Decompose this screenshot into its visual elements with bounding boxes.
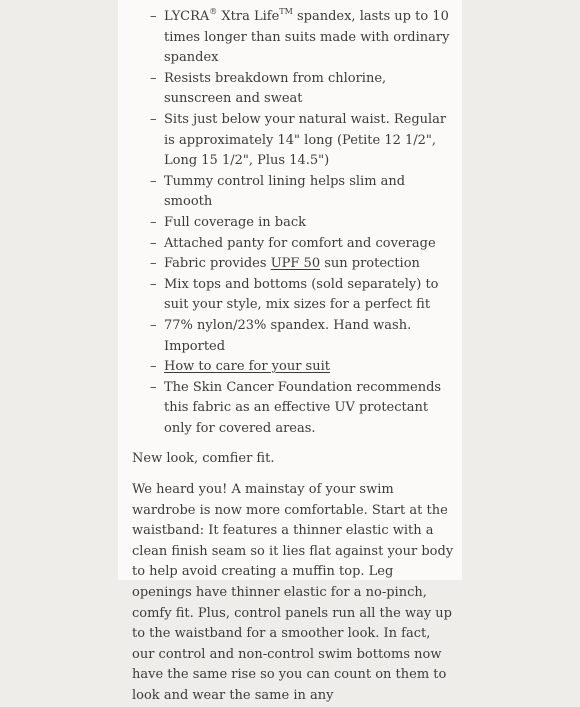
- bullet-dash: –: [150, 317, 157, 333]
- feature-item-coverage: [132, 213, 454, 234]
- feature-item-spandex: [132, 7, 454, 69]
- feature-item-chlorine: [132, 69, 454, 110]
- feature-text: Resists breakdown from chlorine, sunscreen and sweat: [164, 70, 387, 107]
- bullet-dash: –: [150, 276, 157, 292]
- bullet-dash: –: [150, 111, 157, 127]
- bullet-dash: –: [150, 70, 157, 86]
- feature-item-fabric: [132, 316, 454, 357]
- feature-item-mix-match: [132, 275, 454, 316]
- feature-item-skin-cancer: [132, 378, 454, 440]
- feature-text: spandex, lasts up to 10 times longer than suits made with ordinary spandex: [164, 9, 450, 66]
- feature-text: Attached panty for comfort and coverage: [164, 235, 436, 251]
- feature-text: Sits just below your natural waist. Regular is approximately 14" long (Petite 12 1/2", Long 15 1/2", Plus 14.5"): [164, 111, 447, 169]
- bullet-dash: –: [150, 379, 157, 395]
- bullet-dash: –: [150, 173, 157, 189]
- feature-text: Full coverage in back: [164, 214, 306, 230]
- feature-item-care: [132, 357, 454, 378]
- feature-text: Xtra Life: [217, 9, 280, 24]
- bullet-dash: –: [150, 359, 157, 375]
- feature-text: The Skin Cancer Foundation recommends this fabric as an effective UV protectant only for covered areas.: [164, 379, 442, 436]
- feature-text: Tummy control lining helps slim and smooth: [164, 173, 406, 210]
- bullet-dash: –: [150, 214, 157, 230]
- product-description-panel: [118, 0, 462, 703]
- feature-item-fit-length: [132, 110, 454, 172]
- feature-text: Fabric provides: [164, 256, 271, 272]
- feature-text: sun protection: [320, 256, 420, 272]
- registered-mark: ®: [209, 6, 218, 16]
- product-description: [132, 7, 454, 707]
- feature-text: Mix tops and bottoms (sold separately) to suit your style, mix sizes for a perfect fit: [164, 276, 439, 313]
- upf-50-link[interactable]: UPF 50: [270, 256, 321, 272]
- feature-text: LYCRA: [164, 9, 210, 24]
- bullet-dash: –: [150, 9, 157, 24]
- feature-list: [132, 7, 454, 439]
- trademark: TM: [279, 6, 293, 16]
- bullet-dash: –: [150, 235, 157, 251]
- care-instructions-link[interactable]: How to care for your suit: [164, 359, 330, 375]
- section-subheading: New look, comfier fit.: [132, 451, 275, 467]
- feature-item-upf: [132, 254, 454, 275]
- bullet-dash: –: [150, 256, 157, 272]
- description-paragraph: We heard you! A mainstay of your swim wardrobe is now more comfortable. Start at the waistband: It features a thinner elastic with a clean finish seam so it lies flat against your body to help avoid creating a muffin top. Leg openings have thinner elastic for a no-pinch, comfy fit. Plus, control panels run all the way up to the waistband for a smoother look. In fact, our control and non-control swim bottoms now have the same rise so you can count on them to look and wear the same in any: [132, 482, 454, 703]
- feature-text: 77% nylon/23% spandex. Hand wash. Imported: [164, 317, 412, 354]
- feature-item-tummy-control: [132, 172, 454, 213]
- feature-item-panty: [132, 234, 454, 255]
